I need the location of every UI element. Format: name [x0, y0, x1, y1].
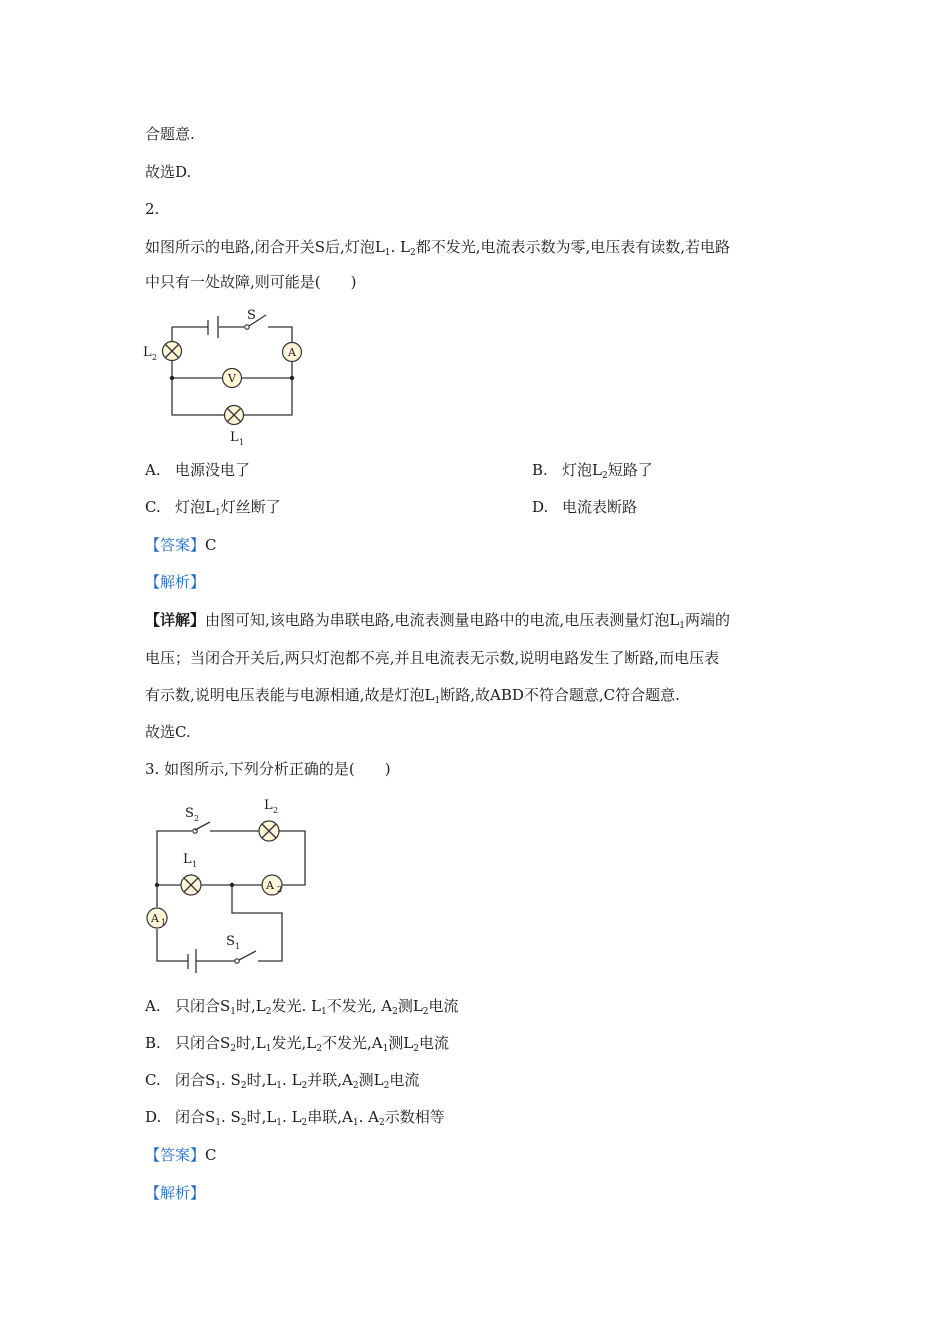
svg-text:2: 2 [273, 806, 279, 815]
lamp-l2-icon [259, 821, 279, 841]
option-c[interactable]: C. 灯泡$L_1$灯丝断了 [145, 498, 281, 518]
svg-text:L: L [230, 430, 239, 445]
svg-text:S: S [247, 308, 256, 323]
svg-text:2: 2 [194, 814, 200, 823]
svg-text:2: 2 [152, 353, 158, 362]
option-d[interactable]: D. 电流表断路 [532, 498, 638, 516]
svg-text:1: 1 [192, 860, 198, 869]
answer-line: 【答案】C [145, 536, 217, 554]
analysis-tag: 【解析】 [145, 573, 206, 591]
svg-text:L: L [143, 345, 152, 360]
lamp-l2-icon [163, 342, 182, 361]
option-b[interactable]: B. 灯泡$L_2$短路了 [532, 461, 653, 481]
detail-line: 【详解】由图可知,该电路为串联电路,电流表测量电路中的电流,电压表测量灯泡$L_1$两端的 [145, 611, 731, 631]
svg-text:V: V [228, 372, 236, 385]
svg-text:L: L [183, 852, 192, 867]
option-d[interactable]: D. 闭合$S_1$. $S_2$时$,L_1$. $L_2$串联$,A_1$. $A_2$示数相等 [145, 1108, 445, 1128]
question-number: 2. [145, 200, 160, 218]
switch-icon [245, 325, 249, 329]
circuit-diagram-2 [140, 795, 320, 980]
voltmeter-icon [223, 369, 242, 388]
lamp-l1-icon [225, 406, 244, 425]
answer-line: 【答案】C [145, 1146, 217, 1164]
text-line: 故选D. [145, 163, 192, 181]
option-a[interactable]: A. 只闭合$S_1$时$,L_2$发光. $L_1$不发光, $A_2$测$L_2$电流 [145, 997, 459, 1017]
svg-text:A: A [266, 879, 274, 892]
lamp-l1-icon [181, 875, 201, 895]
svg-text:1: 1 [235, 942, 241, 951]
circuit-diagram-1 [140, 305, 330, 445]
svg-text:2: 2 [277, 885, 283, 894]
text-line: 合题意. [145, 125, 195, 143]
question-stem: 中只有一处故障,则可能是( ) [145, 273, 357, 291]
option-a[interactable]: A. 电源没电了 [145, 461, 251, 479]
analysis-tag: 【解析】 [145, 1184, 206, 1202]
option-c[interactable]: C. 闭合$S_1$. $S_2$时$,L_1$. $L_2$并联$,A_2$测$L_2$电流 [145, 1071, 420, 1091]
detail-line: 有示数,说明电压表能与电源相通,故是灯泡$L_1$断路,故ABD不符合题意,C符合题意. [145, 686, 680, 706]
svg-text:A: A [288, 346, 296, 359]
svg-text:L: L [264, 798, 273, 813]
detail-line: 电压；当闭合开关后,两只灯泡都不亮,并且电流表无示数,说明电路发生了断路,而电压表 [145, 649, 720, 667]
choose-line: 故选C. [145, 723, 191, 741]
svg-text:1: 1 [239, 438, 245, 447]
question-stem: 3. 如图所示,下列分析正确的是( ) [145, 760, 391, 778]
question-stem: 如图所示的电路,闭合开关S后,灯泡$L_1$. $L_2$都不发光,电流表示数为零,电压表有读数,若电路 [145, 238, 731, 258]
ammeter-icon [283, 343, 302, 362]
ammeter-a1-icon [147, 908, 167, 928]
option-b[interactable]: B. 只闭合$S_2$时$,L_1$发光$,L_2$不发光$,A_1$测$L_2$电流 [145, 1034, 450, 1054]
ammeter-a2-icon [262, 875, 282, 895]
svg-text:S: S [226, 934, 235, 949]
svg-text:A: A [151, 912, 159, 925]
switch-s1-icon [235, 959, 239, 963]
svg-text:1: 1 [161, 918, 167, 927]
svg-text:S: S [185, 806, 194, 821]
